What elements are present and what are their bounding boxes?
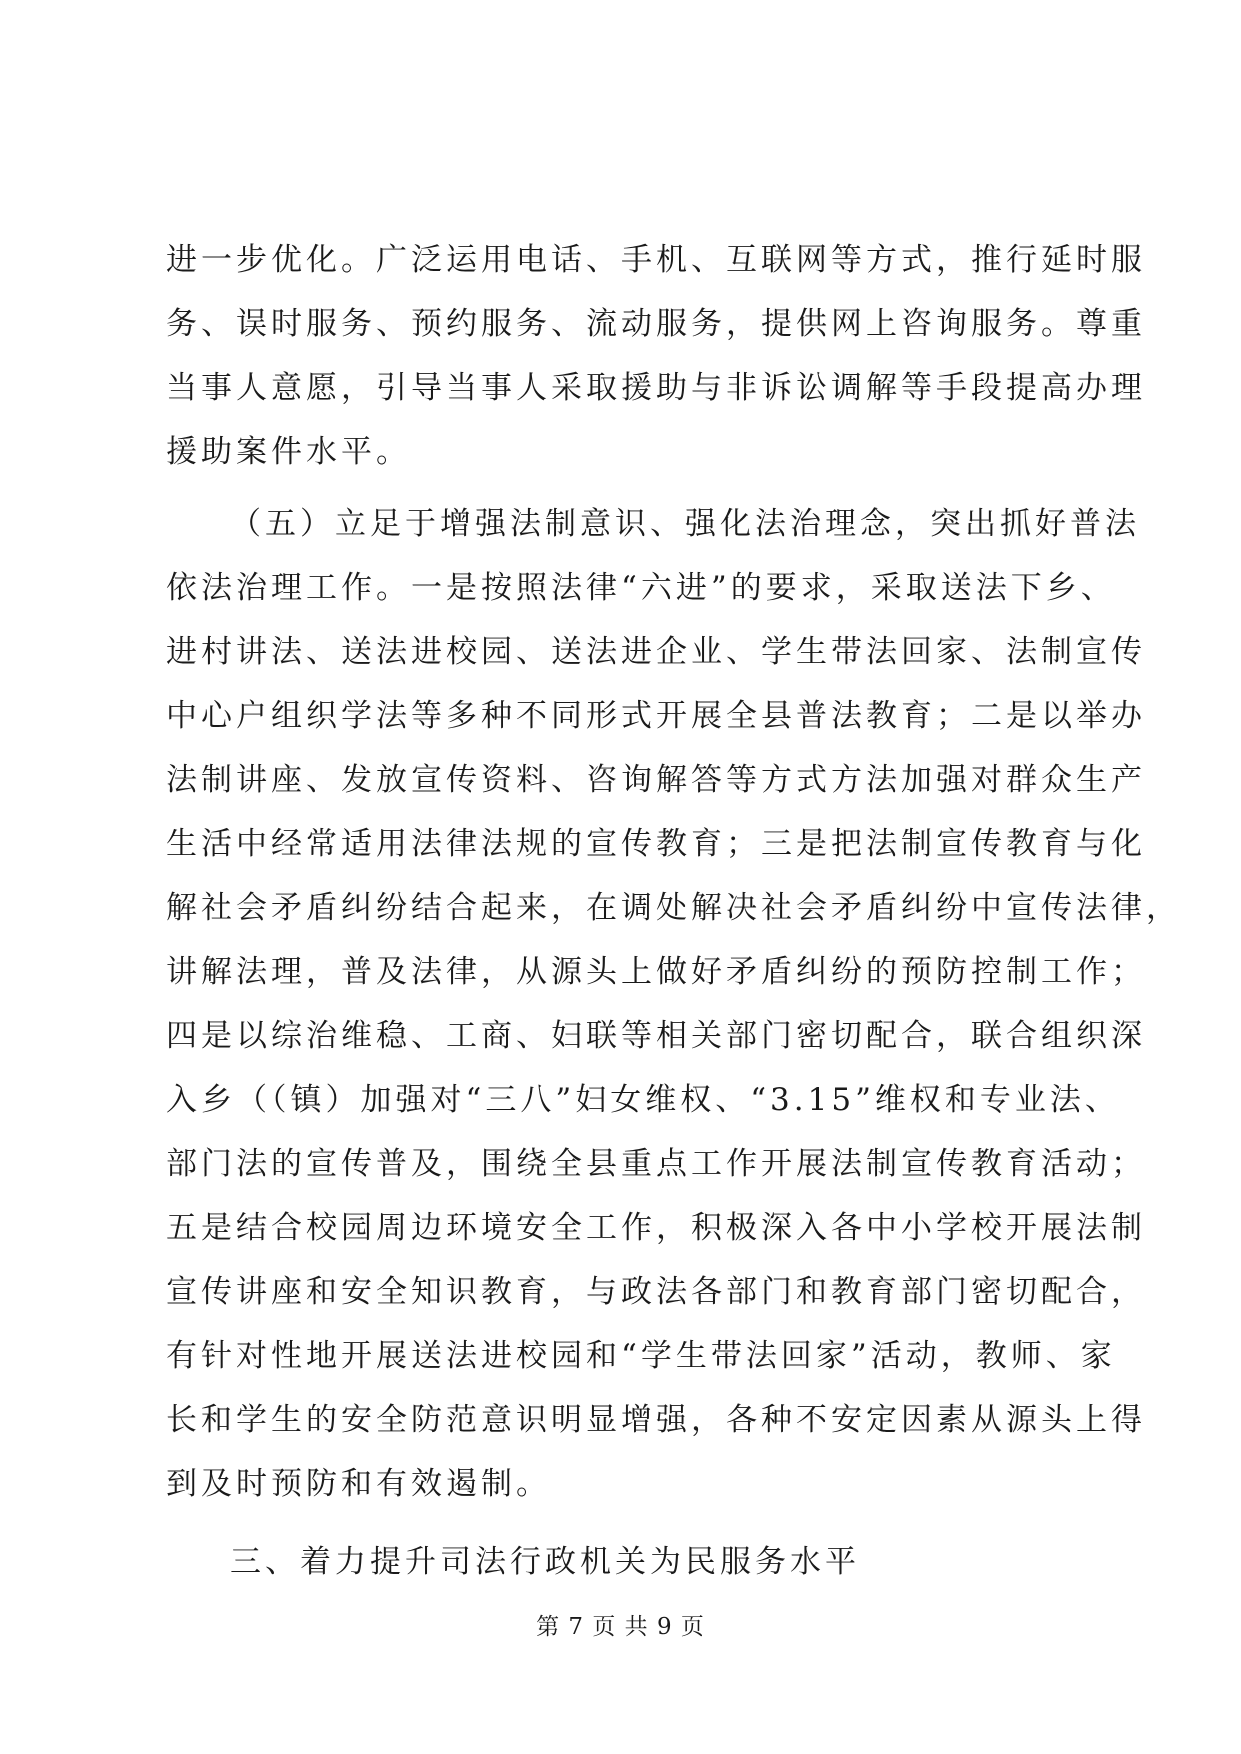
paragraph-line: 讲解法理，普及法律，从源头上做好矛盾纠纷的预防控制工作； — [166, 954, 1146, 990]
paragraph-line: 进村讲法、送法进校园、送法进企业、学生带法回家、法制宣传 — [166, 634, 1146, 670]
paragraph-line: 援助案件水平。 — [166, 434, 411, 470]
paragraph-line: 宣传讲座和安全知识教育，与政法各部门和教育部门密切配合， — [166, 1274, 1146, 1310]
paragraph-line: 五是结合校园周边环境安全工作，积极深入各中小学校开展法制 — [166, 1210, 1146, 1246]
paragraph-line: 部门法的宣传普及，围绕全县重点工作开展法制宣传教育活动； — [166, 1146, 1146, 1182]
paragraph-line: 进一步优化。广泛运用电话、手机、互联网等方式，推行延时服 — [166, 242, 1146, 278]
paragraph-line: 生活中经常适用法律法规的宣传教育；三是把法制宣传教育与化 — [166, 826, 1146, 862]
paragraph-line: 中心户组织学法等多种不同形式开展全县普法教育；二是以举办 — [166, 698, 1146, 734]
paragraph-line: （五）立足于增强法制意识、强化法治理念，突出抓好普法 — [230, 506, 1140, 542]
section-heading: 三、着力提升司法行政机关为民服务水平 — [230, 1544, 860, 1580]
paragraph-line: 入乡（（镇）加强对“三八”妇女维权、“3.15”维权和专业法、 — [166, 1082, 1120, 1118]
paragraph-line: 当事人意愿，引导当事人采取援助与非诉讼调解等手段提高办理 — [166, 370, 1146, 406]
paragraph-line: 到及时预防和有效遏制。 — [166, 1466, 551, 1502]
paragraph-line: 依法治理工作。一是按照法律“六进”的要求，采取送法下乡、 — [166, 570, 1116, 606]
paragraph-line: 解社会矛盾纠纷结合起来，在调处解决社会矛盾纠纷中宣传法律， — [166, 890, 1181, 926]
paragraph-line: 长和学生的安全防范意识明显增强，各种不安定因素从源头上得 — [166, 1402, 1146, 1438]
page-number-footer: 第 7 页 共 9 页 — [536, 1614, 705, 1640]
document-body — [166, 228, 1181, 1594]
paragraph-line: 法制讲座、发放宣传资料、咨询解答等方式方法加强对群众生产 — [166, 762, 1146, 798]
paragraph-line: 务、误时服务、预约服务、流动服务，提供网上咨询服务。尊重 — [166, 306, 1146, 342]
paragraph-line: 有针对性地开展送法进校园和“学生带法回家”活动，教师、家 — [166, 1338, 1116, 1374]
paragraph-line: 四是以综治维稳、工商、妇联等相关部门密切配合，联合组织深 — [166, 1018, 1146, 1054]
